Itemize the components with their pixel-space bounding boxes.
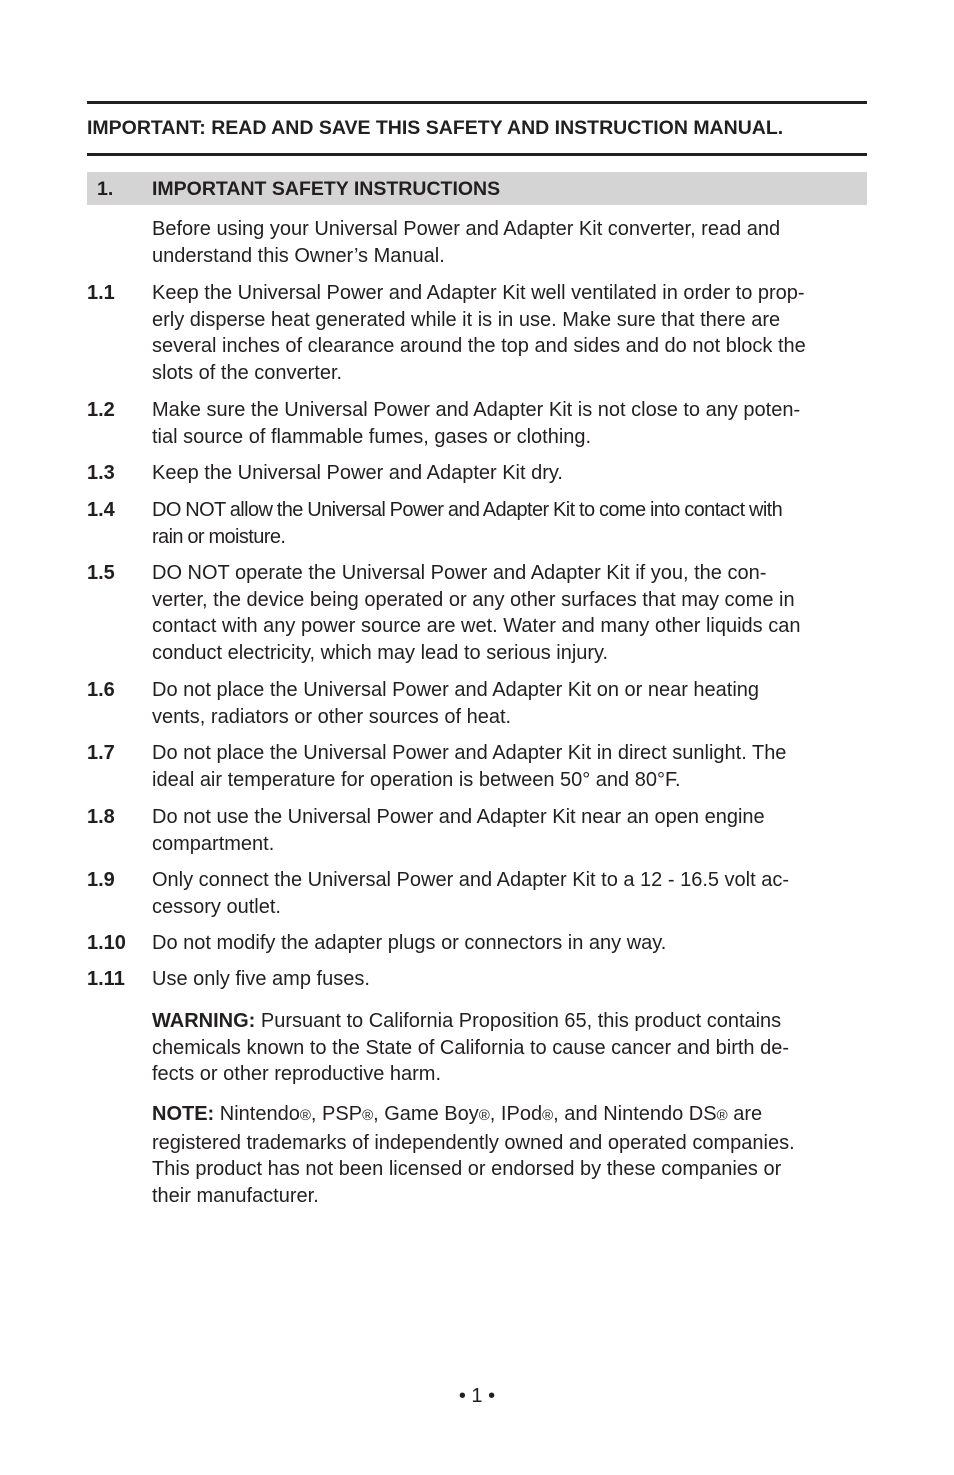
item-line: tial source of flammable fumes, gases or clothing. [152,425,592,448]
item-line: Use only five amp fuses. [152,968,370,990]
item-line: slots of the converter. [152,361,343,384]
item-line: Do not place the Universal Power and Adapter Kit in direct sunlight. The [152,742,787,764]
registered-mark: ® [362,1107,374,1124]
page-number: • 1 • [458,1385,496,1407]
note-line: NOTE: Nintendo®, PSP®, Game Boy®, IPod®, and Nintendo DS® are [152,1103,763,1125]
registered-mark: ® [542,1107,554,1124]
warning-label: WARNING: [152,1010,256,1032]
item-number: 1.5 [87,562,115,584]
section-title: IMPORTANT SAFETY INSTRUCTIONS [152,178,501,200]
item-line: Keep the Universal Power and Adapter Kit well ventilated in order to prop- [152,282,805,304]
item-line: Make sure the Universal Power and Adapter Kit is not close to any poten- [152,399,801,421]
item-number: 1.7 [87,742,115,764]
item-line: conduct electricity, which may lead to serious injury. [152,641,609,664]
note-line: their manufacturer. [152,1184,319,1207]
list-item [152,497,867,550]
item-line: DO NOT allow the Universal Power and Adapter Kit to come into contact with [152,499,783,521]
bottom-rule [87,153,867,156]
list-item [152,460,867,487]
registered-mark: ® [478,1107,490,1124]
item-line: DO NOT operate the Universal Power and Adapter Kit if you, the con- [152,562,767,584]
item-number: 1.3 [87,462,115,484]
item-number: 1.10 [87,932,126,954]
list-item [152,397,867,450]
item-number: 1.4 [87,499,115,521]
item-number: 1.6 [87,679,115,701]
item-line: contact with any power source are wet. Water and many other liquids can [152,615,801,637]
item-number: 1.2 [87,399,115,421]
item-line: cessory outlet. [152,895,281,918]
registered-mark: ® [299,1107,311,1124]
item-number: 1.11 [87,968,125,990]
item-line: Do not use the Universal Power and Adapter Kit near an open engine [152,806,765,828]
warning-paragraph [152,1008,867,1088]
item-line: ideal air temperature for operation is between 50° and 80°F. [152,768,681,791]
list-item [152,966,867,993]
intro-line: understand this Owner’s Manual. [152,244,445,267]
section-number: 1. [97,178,114,200]
warning-line: chemicals known to the State of California to cause cancer and birth de- [152,1036,790,1059]
item-number: 1.1 [87,282,115,304]
note-paragraph [152,1101,867,1209]
item-line: verter, the device being operated or any other surfaces that may come in [152,588,795,611]
item-line: erly disperse heat generated while it is in use. Make sure that there are [152,308,781,331]
list-item [152,560,867,666]
note-label: NOTE: [152,1103,215,1125]
item-line: compartment. [152,832,275,855]
item-line: Keep the Universal Power and Adapter Kit dry. [152,462,563,484]
item-line: Do not place the Universal Power and Adapter Kit on or near heating [152,679,760,701]
intro-paragraph [152,216,867,269]
registered-mark: ® [716,1107,728,1124]
note-line: This product has not been licensed or endorsed by these companies or [152,1158,782,1180]
list-item [152,930,867,957]
item-line: Do not modify the adapter plugs or connectors in any way. [152,932,667,954]
section-header [87,172,867,205]
list-item [152,867,867,920]
item-number: 1.8 [87,806,115,828]
top-rule [87,101,867,104]
warning-line: fects or other reproductive harm. [152,1063,442,1085]
warning-line: WARNING: Pursuant to California Proposition 65, this product contains [152,1010,782,1032]
list-item [152,804,867,857]
list-item [152,280,867,386]
note-line: registered trademarks of independently owned and operated companies. [152,1131,795,1154]
intro-line: Before using your Universal Power and Adapter Kit converter, read and [152,218,781,240]
item-line: several inches of clearance around the top and sides and do not block the [152,335,806,357]
item-line: Only connect the Universal Power and Adapter Kit to a 12 - 16.5 volt ac- [152,869,790,891]
list-item [152,740,867,793]
item-number: 1.9 [87,869,115,891]
manual-banner: IMPORTANT: READ AND SAVE THIS SAFETY AND INSTRUCTION MANUAL. [87,117,784,139]
item-line: vents, radiators or other sources of heat. [152,705,512,728]
item-line: rain or moisture. [152,525,286,548]
list-item [152,677,867,730]
